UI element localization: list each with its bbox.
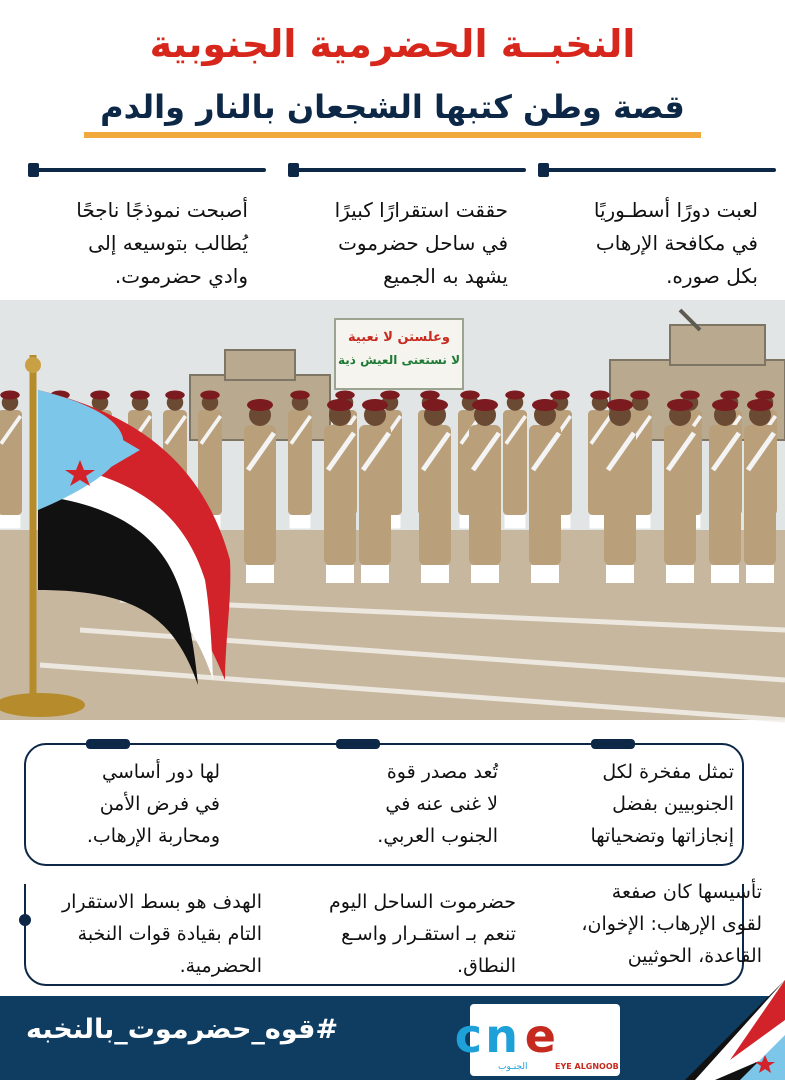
logo-mark-icon bbox=[454, 1004, 620, 1066]
soldier-figure bbox=[744, 399, 776, 583]
subtitle-wrap bbox=[0, 86, 785, 138]
panel-notch bbox=[86, 739, 130, 749]
soldier-figure bbox=[419, 399, 451, 583]
divider-bar bbox=[540, 168, 776, 172]
svg-text:n: n bbox=[485, 1009, 518, 1063]
soldier-figure bbox=[288, 391, 312, 529]
soldier-figure bbox=[469, 399, 501, 583]
divider-bar bbox=[290, 168, 526, 172]
grid-cell: تأسيسها كان صفعة لقوى الإرهاب: الإخوان، القاعدة، الحوثيين bbox=[581, 881, 762, 967]
soldier-figure bbox=[709, 399, 741, 583]
top-point-3 bbox=[30, 168, 266, 293]
soldier-figure bbox=[244, 399, 276, 583]
footer-hashtag: #قوه_حضرموت_بالنخبه bbox=[26, 1014, 339, 1045]
soldier-figure bbox=[664, 399, 696, 583]
soldier-figure bbox=[503, 391, 527, 529]
soldier-figure bbox=[529, 399, 561, 583]
top-point-text: لعبت دورًا أسطـوريًا في مكافحة الإرهاب بكل صوره. bbox=[593, 198, 758, 288]
grid-cell: الهدف هو بسط الاستقرار التام بقيادة قوات النخبة الحضرمية. bbox=[61, 891, 262, 977]
panel-dot bbox=[19, 914, 31, 926]
svg-text:e: e bbox=[524, 1009, 556, 1063]
corner-flag-icon bbox=[685, 980, 785, 1080]
grid-cell: تمثل مفخرة لكل الجنوبيين بفضل إنجازاتها وتضحياتها bbox=[590, 761, 734, 847]
logo-arabic-text: الجنـوب bbox=[498, 1062, 528, 1072]
top-point-text: أصبحت نموذجًا ناجحًا يُطالب بتوسيعه إلى وادي حضرموت. bbox=[76, 198, 248, 288]
page-subtitle: قصة وطن كتبها الشجعان بالنار والدم bbox=[84, 86, 701, 138]
page-title: النخبــة الحضرمية الجنوبية bbox=[149, 22, 636, 66]
banner-sign bbox=[334, 318, 464, 390]
soldier-figure bbox=[324, 399, 356, 583]
panel-notch bbox=[336, 739, 380, 749]
top-point-2 bbox=[290, 168, 526, 293]
grid-cell: لها دور أساسي في فرض الأمن ومحاربة الإرهاب. bbox=[86, 761, 220, 847]
logo-caption: EYE ALGNOOB bbox=[555, 1062, 619, 1071]
svg-text:c: c bbox=[454, 1009, 482, 1063]
soldier-figure bbox=[0, 391, 22, 529]
grid-cell: تُعد مصدر قوة لا غنى عنه في الجنوب العربي. bbox=[377, 761, 498, 847]
panel-notch bbox=[591, 739, 635, 749]
grid-cell: حضرموت الساحل اليوم تنعم بـ استقـرار واسـع النطاق. bbox=[329, 891, 516, 977]
banner-line-2: لا نستعنى العيش ذية bbox=[337, 353, 461, 367]
top-point-1 bbox=[540, 168, 776, 293]
divider-bar bbox=[30, 168, 266, 172]
top-point-text: حققت استقرارًا كبيرًا في ساحل حضرموت يشهد به الجميع bbox=[334, 198, 508, 288]
parade-photo bbox=[0, 300, 785, 720]
soldier-figure bbox=[359, 399, 391, 583]
soldier-figure bbox=[604, 399, 636, 583]
banner-line-1: وعلستن لا نعبية bbox=[348, 330, 450, 345]
